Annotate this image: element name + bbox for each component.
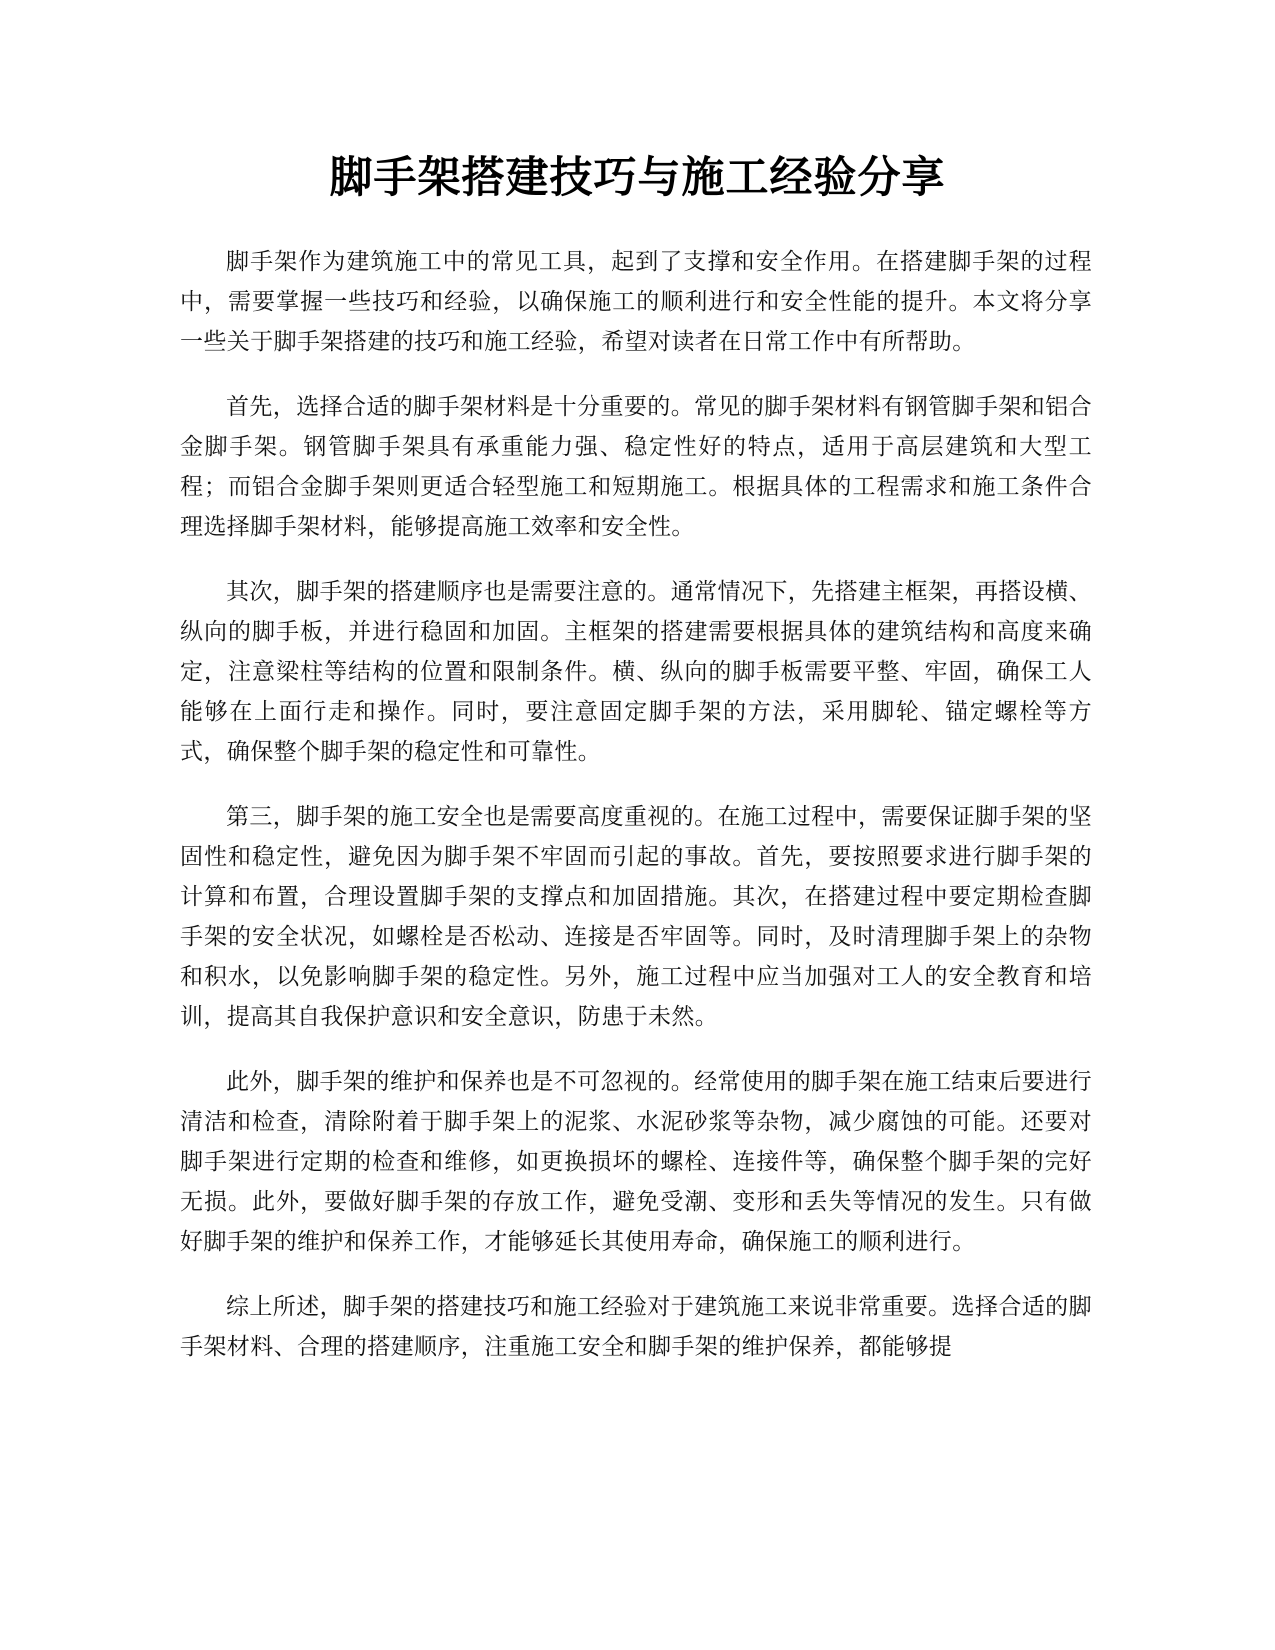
- document-body: [180, 242, 1092, 1392]
- paragraph-sequence: 其次，脚手架的搭建顺序也是需要注意的。通常情况下，先搭建主框架，再搭设横、纵向的脚手板，并进行稳固和加固。主框架的搭建需要根据具体的建筑结构和高度来确定，注意梁柱等结构的位置和限制条件。横、纵向的脚手板需要平整、牢固，确保工人能够在上面行走和操作。同时，要注意固定脚手架的方法，采用脚轮、锚定螺栓等方式，确保整个脚手架的稳定性和可靠性。: [180, 579, 1092, 765]
- document-title: 脚手架搭建技巧与施工经验分享: [329, 153, 946, 203]
- paragraph-materials: 首先，选择合适的脚手架材料是十分重要的。常见的脚手架材料有钢管脚手架和铝合金脚手架。钢管脚手架具有承重能力强、稳定性好的特点，适用于高层建筑和大型工程；而铝合金脚手架则更适合轻型施工和短期施工。根据具体的工程需求和施工条件合理选择脚手架材料，能够提高施工效率和安全性。: [180, 394, 1092, 540]
- paragraph-safety: 第三，脚手架的施工安全也是需要高度重视的。在施工过程中，需要保证脚手架的坚固性和稳定性，避免因为脚手架不牢固而引起的事故。首先，要按照要求进行脚手架的计算和布置，合理设置脚手架的支撑点和加固措施。其次，在搭建过程中要定期检查脚手架的安全状况，如螺栓是否松动、连接是否牢固等。同时，及时清理脚手架上的杂物和积水，以免影响脚手架的稳定性。另外，施工过程中应当加强对工人的安全教育和培训，提高其自我保护意识和安全意识，防患于未然。: [180, 804, 1092, 1030]
- paragraph-intro: 脚手架作为建筑施工中的常见工具，起到了支撑和安全作用。在搭建脚手架的过程中，需要掌握一些技巧和经验，以确保施工的顺利进行和安全性能的提升。本文将分享一些关于脚手架搭建的技巧和施工经验，希望对读者在日常工作中有所帮助。: [180, 249, 1092, 355]
- paragraph-maintenance: 此外，脚手架的维护和保养也是不可忽视的。经常使用的脚手架在施工结束后要进行清洁和检查，清除附着于脚手架上的泥浆、水泥砂浆等杂物，减少腐蚀的可能。还要对脚手架进行定期的检查和维修，如更换损坏的螺栓、连接件等，确保整个脚手架的完好无损。此外，要做好脚手架的存放工作，避免受潮、变形和丢失等情况的发生。只有做好脚手架的维护和保养工作，才能够延长其使用寿命，确保施工的顺利进行。: [180, 1069, 1092, 1255]
- paragraph-summary: 综上所述，脚手架的搭建技巧和施工经验对于建筑施工来说非常重要。选择合适的脚手架材料、合理的搭建顺序，注重施工安全和脚手架的维护保养，都能够提: [180, 1294, 1092, 1360]
